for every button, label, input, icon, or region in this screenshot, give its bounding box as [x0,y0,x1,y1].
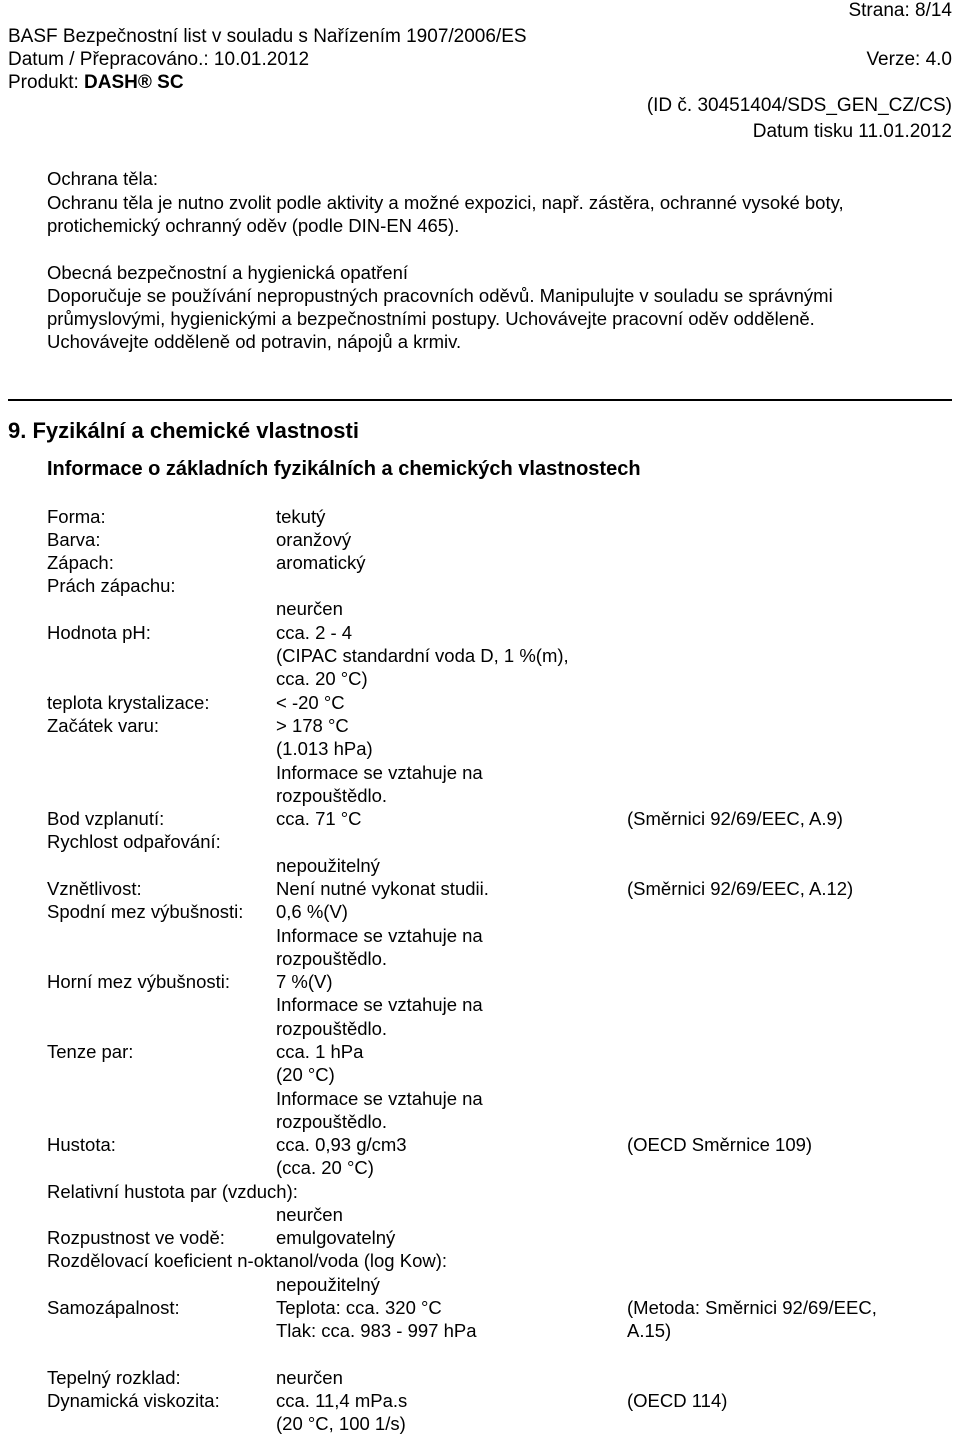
body-protection-text-1: Ochranu těla je nutno zvolit podle aktivity a možné expozici, např. zástěra, ochranné vysoké boty, [47,192,844,213]
var-value-4: rozpouštědlo. [276,785,388,806]
section-subheading: Informace o základních fyzikálních a chemických vlastnostech [47,458,641,480]
hygiene-text-3: Uchovávejte odděleně od potravin, nápojů a krmiv. [47,331,462,352]
hustota-value-2: (cca. 20 °C) [276,1157,374,1178]
viskozita-method: (OECD 114) [627,1390,728,1411]
zapach-label: Zápach: [47,552,114,573]
samozapalnost-method-2: A.15) [627,1320,672,1341]
product-label: Produkt: [8,72,85,93]
document-id: (ID č. 30451404/SDS_GEN_CZ/CS) [646,95,952,116]
ph-value-3: cca. 20 °C) [276,668,368,689]
body-protection-text-2: protichemický ochranný oděv (podle DIN-EN 465). [47,215,460,236]
horni-mez-value-3: rozpouštědlo. [276,1018,388,1039]
tenze-par-value-4: rozpouštědlo. [276,1111,388,1132]
samozapalnost-method-1: (Metoda: Směrnici 92/69/EEC, [627,1297,877,1318]
zapach-value: aromatický [276,552,366,573]
ph-value-1: cca. 2 - 4 [276,622,353,643]
horni-mez-value-2: Informace se vztahuje na [276,994,483,1015]
spodni-mez-label: Spodní mez výbušnosti: [47,901,244,922]
samozapalnost-value-1: Teplota: cca. 320 °C [276,1297,442,1318]
forma-value: tekutý [276,506,326,527]
vzplanuti-label: Bod vzplanutí: [47,808,165,829]
var-value-1: > 178 °C [276,715,349,736]
section-divider [8,399,952,401]
var-value-3: Informace se vztahuje na [276,762,483,783]
barva-value: oranžový [276,529,352,550]
prach-label: Prách zápachu: [47,575,176,596]
viskozita-value-2: (20 °C, 100 1/s) [276,1413,406,1434]
barva-label: Barva: [47,529,101,550]
tenze-par-label: Tenze par: [47,1041,134,1062]
odparovani-label: Rychlost odpařování: [47,831,221,852]
rozpustnost-value: emulgovatelný [276,1227,396,1248]
print-date: Datum tisku 11.01.2012 [752,121,952,142]
rel-hustota-value: neurčen [276,1204,343,1225]
rozklad-label: Tepelný rozklad: [47,1367,181,1388]
vznetlivost-method: (Směrnici 92/69/EEC, A.12) [627,878,854,899]
vzplanuti-value: cca. 71 °C [276,808,362,829]
product-name: DASH® SC [84,72,184,93]
hustota-label: Hustota: [47,1134,116,1155]
hygiene-text-1: Doporučuje se používání nepropustných pracovních oděvů. Manipulujte v souladu se správnými [47,285,833,306]
version: Verze: 4.0 [866,49,952,70]
vznetlivost-label: Vznětlivost: [47,878,142,899]
viskozita-value-1: cca. 11,4 mPa.s [276,1390,408,1411]
horni-mez-label: Horní mez výbušnosti: [47,971,231,992]
document-title: BASF Bezpečnostní list v souladu s Nařízením 1907/2006/ES [8,26,527,47]
kow-label: Rozdělovací koeficient n-oktanol/voda (log Kow): [47,1250,448,1271]
hygiene-title: Obecná bezpečnostní a hygienická opatření [47,262,408,283]
hustota-value-1: cca. 0,93 g/cm3 [276,1134,407,1155]
tenze-par-value-2: (20 °C) [276,1064,335,1085]
vzplanuti-method: (Směrnici 92/69/EEC, A.9) [627,808,843,829]
rozpustnost-label: Rozpustnost ve vodě: [47,1227,225,1248]
page-number: Strana: 8/14 [848,0,952,21]
kow-value: nepoužitelný [276,1274,380,1295]
horni-mez-value-1: 7 %(V) [276,971,333,992]
tenze-par-value-3: Informace se vztahuje na [276,1088,483,1109]
krystalizace-value: < -20 °C [276,692,345,713]
rel-hustota-label: Relativní hustota par (vzduch): [47,1181,298,1202]
revision-date: Datum / Přepracováno.: 10.01.2012 [8,49,310,70]
ph-value-2: (CIPAC standardní voda D, 1 %(m), [276,645,569,666]
forma-label: Forma: [47,506,106,527]
product-line [8,73,184,92]
section-heading: 9. Fyzikální a chemické vlastnosti [8,418,359,443]
var-value-2: (1.013 hPa) [276,738,373,759]
var-label: Začátek varu: [47,715,160,736]
tenze-par-value-1: cca. 1 hPa [276,1041,364,1062]
rozklad-value: neurčen [276,1367,343,1388]
odparovani-value: nepoužitelný [276,855,380,876]
krystalizace-label: teplota krystalizace: [47,692,210,713]
ph-label: Hodnota pH: [47,622,151,643]
viskozita-label: Dynamická viskozita: [47,1390,220,1411]
samozapalnost-value-2: Tlak: cca. 983 - 997 hPa [276,1320,477,1341]
vznetlivost-value: Není nutné vykonat studii. [276,878,489,899]
body-protection-title: Ochrana těla: [47,168,159,189]
spodni-mez-value-3: rozpouštědlo. [276,948,388,969]
hustota-method: (OECD Směrnice 109) [627,1134,813,1155]
spodni-mez-value-1: 0,6 %(V) [276,901,348,922]
spodni-mez-value-2: Informace se vztahuje na [276,925,483,946]
hygiene-text-2: průmyslovými, hygienickými a bezpečnostními postupy. Uchovávejte pracovní oděv odděleně. [47,308,815,329]
prach-value: neurčen [276,598,343,619]
samozapalnost-label: Samozápalnost: [47,1297,180,1318]
